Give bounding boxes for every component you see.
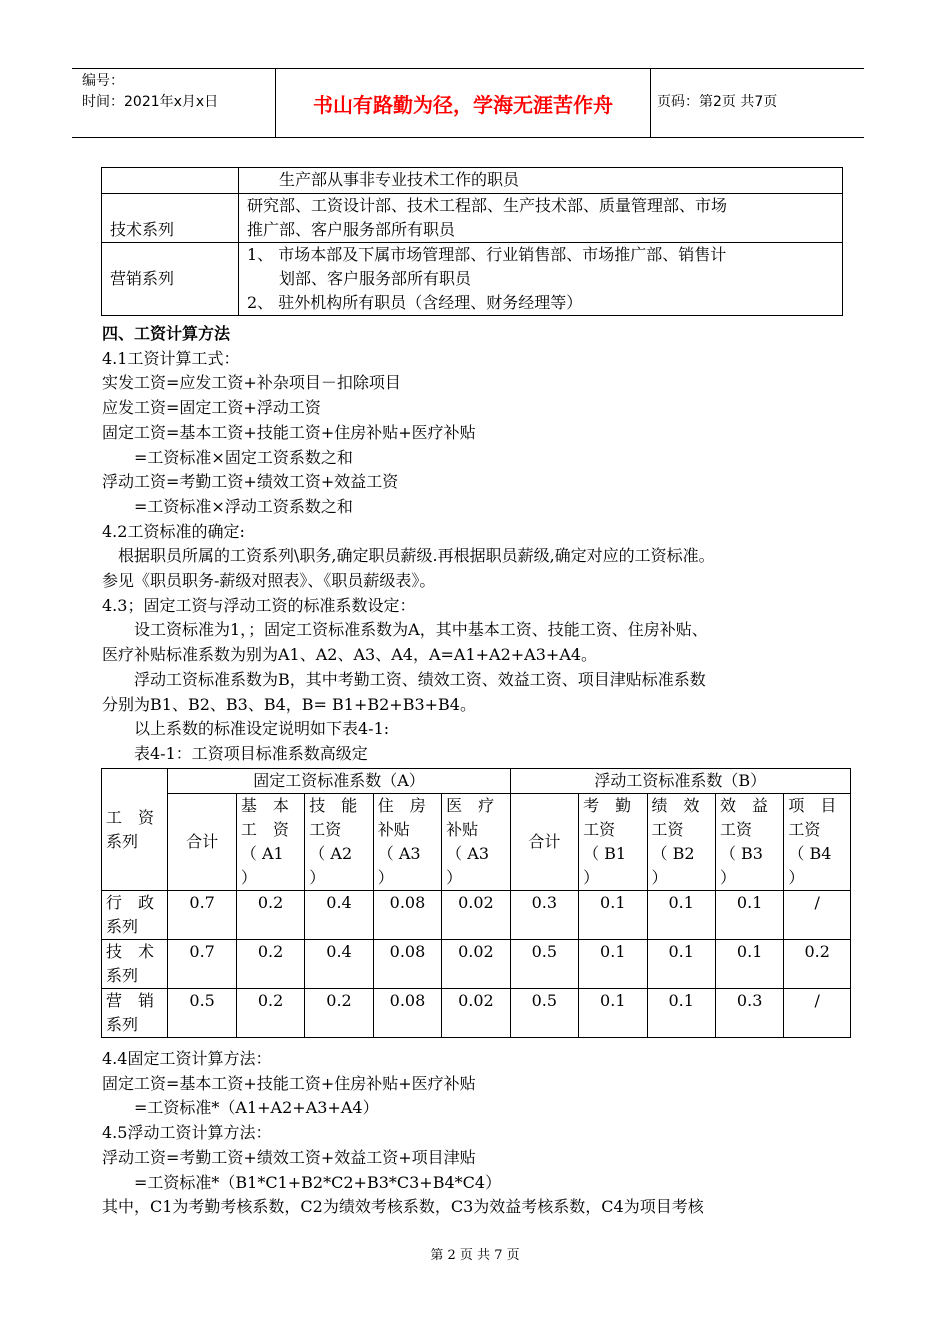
value-cell: 0.02 xyxy=(442,940,510,989)
column-header-line: 合计 xyxy=(186,832,219,851)
text-line: =工资标准*（B1*C1+B2*C2+B3*C3+B4*C4） xyxy=(102,1172,502,1192)
text-line: 4.3；固定工资与浮动工资的标准系数设定： xyxy=(102,595,416,615)
column-header-line: ） xyxy=(377,868,394,887)
column-header-line: ） xyxy=(446,868,463,887)
text-line: 固定工资=基本工资+技能工资+住房补贴+医疗补贴 xyxy=(102,1073,476,1093)
text-line: 根据职员所属的工资系列\职务,确定职员薪级.再根据职员薪级,确定对应的工资标准。 xyxy=(102,546,715,566)
column-header-line: ） xyxy=(719,868,736,887)
column-header-line: （ A2 xyxy=(309,844,353,863)
text-line: 4.1工资计算工式： xyxy=(102,348,240,368)
column-header-line: 合计 xyxy=(528,832,561,851)
table-row xyxy=(102,940,851,989)
value-cell: 0.1 xyxy=(647,891,715,940)
value-cell: / xyxy=(784,989,851,1038)
column-header-line: ） xyxy=(240,868,257,887)
section-body xyxy=(102,322,852,767)
value-cell: 0.3 xyxy=(715,989,783,1038)
series-line: 系列 xyxy=(106,917,139,936)
column-header-line: 项 目 xyxy=(788,796,837,815)
row-header-line: 工 资 xyxy=(106,807,155,827)
series-cell xyxy=(102,940,168,989)
value-cell: 0.08 xyxy=(373,989,441,1038)
department-line: 划部、客户服务部所有职员 xyxy=(247,269,472,288)
column-header-line: 工资 xyxy=(788,820,821,839)
department-line: 研究部、工资设计部、技术工程部、生产技术部、质量管理部、市场 xyxy=(247,196,728,215)
series-cell xyxy=(102,168,239,194)
table-caption: 表4-1：工资项目标准系数高级定 xyxy=(102,743,368,763)
column-header xyxy=(715,794,783,891)
series-line: 系列 xyxy=(106,1015,139,1034)
value-cell: 0.5 xyxy=(510,989,578,1038)
column-header-line: ） xyxy=(788,868,805,887)
header-page-label: 页码：第2页 共7页 xyxy=(657,94,778,110)
value-cell: 0.5 xyxy=(168,989,236,1038)
column-header xyxy=(579,794,647,891)
value-cell: 0.08 xyxy=(373,940,441,989)
column-header xyxy=(236,794,304,891)
text-line: 医疗补贴标准系数为别为A1、A2、A3、A4，A=A1+A2+A3+A4。 xyxy=(102,645,598,665)
table-header-row xyxy=(102,794,851,891)
text-line: 4.4固定工资计算方法： xyxy=(102,1049,272,1068)
column-header-line: 考 勤 xyxy=(583,796,632,815)
column-header-line: 住 房 xyxy=(377,796,426,815)
value-cell: 0.1 xyxy=(647,940,715,989)
value-cell: 0.4 xyxy=(305,940,373,989)
departments-cell xyxy=(239,243,843,316)
text-line: =工资标准*（A1+A2+A3+A4） xyxy=(102,1098,379,1118)
series-line: 营 销 xyxy=(106,991,155,1010)
value-cell: 0.3 xyxy=(510,891,578,940)
column-header-line: （ A3 xyxy=(377,844,421,863)
value-cell: 0.7 xyxy=(168,940,236,989)
column-header xyxy=(168,794,236,891)
series-department-table xyxy=(101,167,843,316)
column-header-line: （ B4 xyxy=(788,844,832,863)
row-header-line: 系列 xyxy=(106,831,139,851)
table-row xyxy=(102,168,843,194)
value-cell: 0.2 xyxy=(236,891,304,940)
text-line: 实发工资=应发工资+补杂项目－扣除项目 xyxy=(102,373,401,393)
page-footer: 第 2 页 共 7 页 xyxy=(430,1248,520,1263)
page-header xyxy=(72,68,864,138)
value-cell: 0.2 xyxy=(236,940,304,989)
department-line: 2、 驻外机构所有职员（含经理、财务经理等） xyxy=(247,293,583,312)
column-header-line: 绩 效 xyxy=(651,796,700,815)
text-line: 设工资标准为1，；固定工资标准系数为A，其中基本工资、技能工资、住房补贴、 xyxy=(102,620,708,640)
coefficient-table xyxy=(101,768,851,1038)
department-line: 生产部从事非专业技术工作的职员 xyxy=(247,170,520,189)
value-cell: 0.4 xyxy=(305,891,373,940)
header-meta xyxy=(82,71,277,113)
text-line: 参见《职员职务-薪级对照表》、《职员薪级表》。 xyxy=(102,571,436,591)
series-line: 系列 xyxy=(106,966,139,985)
series-cell: 营销系列 xyxy=(102,243,239,316)
column-header xyxy=(442,794,510,891)
value-cell: 0.1 xyxy=(715,940,783,989)
header-slogan: 书山有路勤为径，学海无涯苦作舟 xyxy=(275,69,651,137)
column-header-line: 效 益 xyxy=(719,796,768,815)
text-line: 4.2工资标准的确定: xyxy=(102,521,245,541)
table-row xyxy=(102,194,843,243)
departments-cell xyxy=(239,168,843,194)
text-line: 浮动工资=考勤工资+绩效工资+效益工资+项目津贴 xyxy=(102,1147,476,1167)
table-row xyxy=(102,243,843,316)
text-line: 其中，C1为考勤考核系数，C2为绩效考核系数，C3为效益考核系数，C4为项目考核 xyxy=(102,1197,704,1217)
header-number-label: 编号： xyxy=(82,73,124,89)
column-header-line: 工 资 xyxy=(240,820,289,839)
value-cell: 0.1 xyxy=(647,989,715,1038)
column-header-line: 工资 xyxy=(583,820,616,839)
column-header-line: ） xyxy=(309,868,326,887)
column-header-line: 工资 xyxy=(719,820,752,839)
department-line: 推广部、客户服务部所有职员 xyxy=(247,220,456,239)
text-line: 以上系数的标准设定说明如下表4-1: xyxy=(102,719,390,739)
department-line: 1、 市场本部及下属市场管理部、行业销售部、市场推广部、销售计 xyxy=(247,245,727,264)
column-header-line: ） xyxy=(583,868,600,887)
column-header-line: 补贴 xyxy=(377,820,410,839)
column-header-line: （ A3 xyxy=(446,844,489,863)
series-line: 技 术 xyxy=(106,942,155,961)
column-header-line: （ B3 xyxy=(719,844,763,863)
column-header-line: 工资 xyxy=(651,820,684,839)
value-cell: / xyxy=(784,891,851,940)
group-b-header: 浮动工资标准系数（B） xyxy=(510,769,850,794)
text-line: 分别为B1、B2、B3、B4，B= B1+B2+B3+B4。 xyxy=(102,694,476,714)
value-cell: 0.1 xyxy=(579,989,647,1038)
series-cell xyxy=(102,891,168,940)
column-header xyxy=(510,794,578,891)
column-header-line: ） xyxy=(651,868,668,887)
series-cell xyxy=(102,989,168,1038)
column-header xyxy=(647,794,715,891)
column-header-line: 基 本 xyxy=(240,796,289,815)
header-time-label: 时间：2021年x月x日 xyxy=(82,94,219,110)
text-line: 浮动工资标准系数为B，其中考勤工资、绩效工资、效益工资、项目津贴标准系数 xyxy=(102,669,706,689)
column-header-line: （ B1 xyxy=(583,844,627,863)
section-body-continued xyxy=(102,1047,852,1220)
row-header-cell xyxy=(102,769,168,891)
table-header-row xyxy=(102,769,851,794)
text-line: 4.5浮动工资计算方法： xyxy=(102,1123,272,1143)
value-cell: 0.1 xyxy=(579,940,647,989)
text-line: 固定工资=基本工资+技能工资+住房补贴+医疗补贴 xyxy=(102,422,476,442)
group-a-header: 固定工资标准系数（A） xyxy=(168,769,510,794)
value-cell: 0.7 xyxy=(168,891,236,940)
value-cell: 0.2 xyxy=(784,940,851,989)
series-cell: 技术系列 xyxy=(102,194,239,243)
text-line: =工资标准×固定工资系数之和 xyxy=(102,447,353,467)
column-header-line: （ B2 xyxy=(651,844,695,863)
column-header xyxy=(373,794,441,891)
column-header-line: （ A1 xyxy=(240,844,284,863)
value-cell: 0.1 xyxy=(579,891,647,940)
text-line: 应发工资=固定工资+浮动工资 xyxy=(102,398,321,418)
column-header xyxy=(784,794,851,891)
column-header-line: 医 疗 xyxy=(446,796,495,815)
column-header xyxy=(305,794,373,891)
section-heading: 四、工资计算方法 xyxy=(102,324,231,343)
departments-cell xyxy=(239,194,843,243)
value-cell: 0.2 xyxy=(305,989,373,1038)
value-cell: 0.2 xyxy=(236,989,304,1038)
column-header-line: 补贴 xyxy=(446,820,479,839)
text-line: =工资标准×浮动工资系数之和 xyxy=(102,496,353,516)
value-cell: 0.5 xyxy=(510,940,578,989)
table-row xyxy=(102,891,851,940)
series-line: 行 政 xyxy=(106,893,155,912)
value-cell: 0.08 xyxy=(373,891,441,940)
column-header-line: 技 能 xyxy=(309,796,358,815)
value-cell: 0.02 xyxy=(442,891,510,940)
column-header-line: 工资 xyxy=(309,820,342,839)
value-cell: 0.1 xyxy=(715,891,783,940)
value-cell: 0.02 xyxy=(442,989,510,1038)
table-row xyxy=(102,989,851,1038)
text-line: 浮动工资=考勤工资+绩效工资+效益工资 xyxy=(102,472,399,492)
